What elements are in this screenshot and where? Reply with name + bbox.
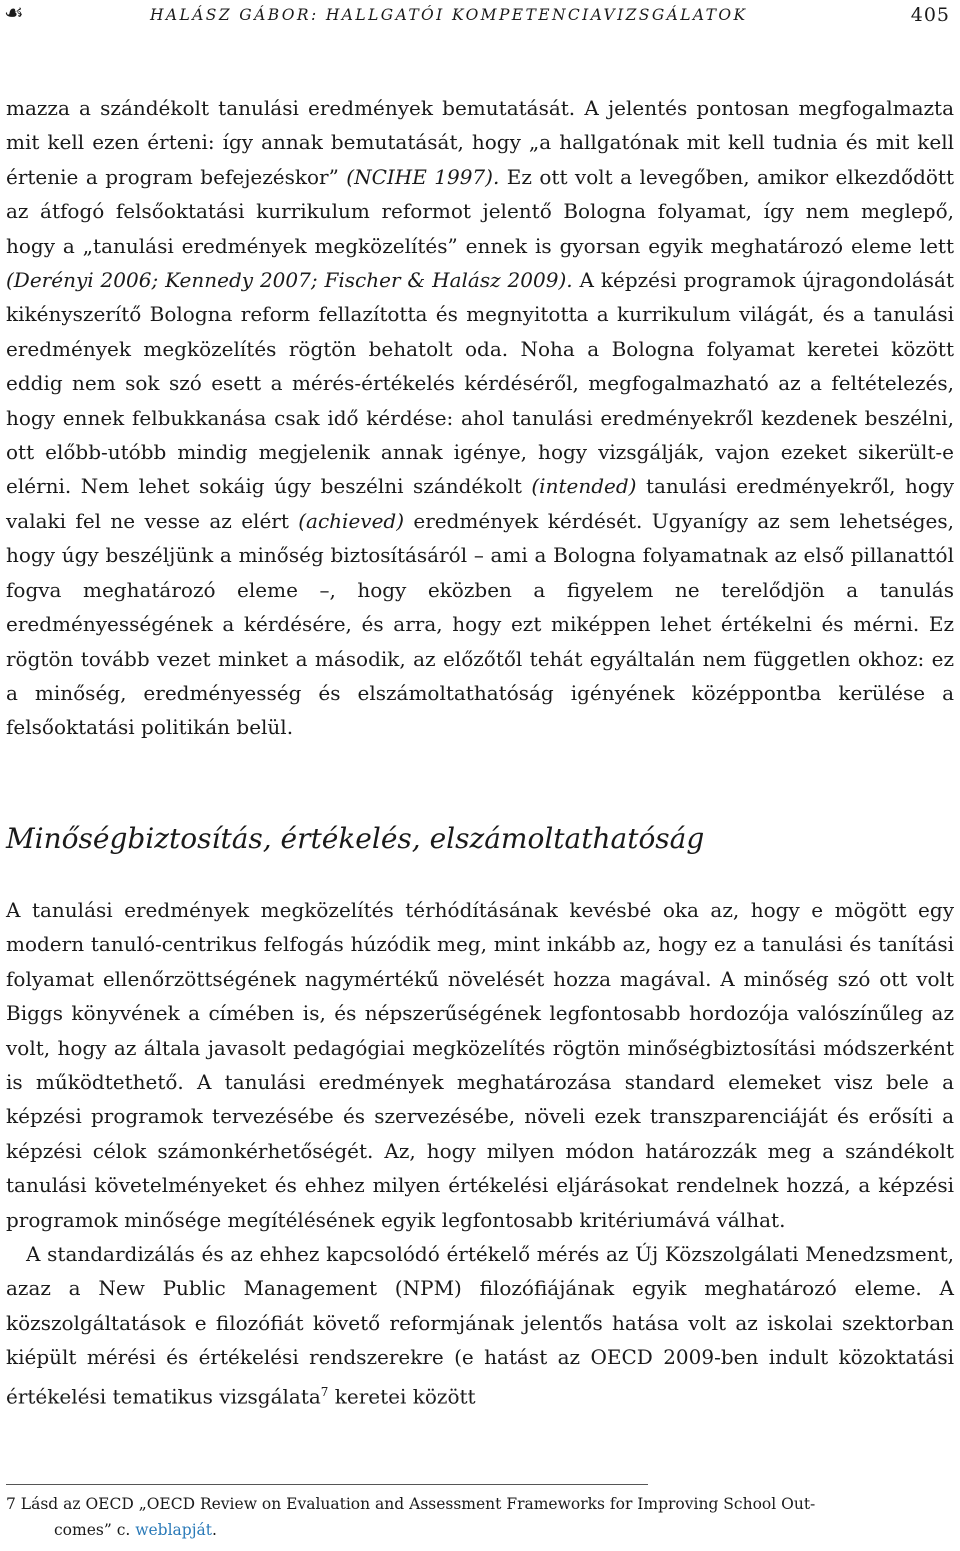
footnote-line-2	[6, 1517, 906, 1543]
citation-ncihe: (NCIHE 1997).	[346, 164, 500, 189]
paragraph-3-text: A standardizálás és az ehhez kapcsolódó értékelő mérés az Új Közszolgálati Menedzsment, azaz a New Public Management (NPM) filozófiájának egyik meghatározó eleme. A közszolgáltatások e filozófiát követő reformjának jelentős hatása volt az iskolai szektorban kiépült mérési és értékelési rendszerekre (e hatást az OECD 2009-ben indult közoktatási értékelési tematikus vizsgálata	[6, 1242, 954, 1409]
footnote-end: .	[212, 1521, 217, 1539]
body-text-upper	[6, 91, 954, 745]
footnote-reference[interactable]: 7	[320, 1384, 329, 1399]
paragraph-3-tail: keretei között	[328, 1384, 476, 1409]
page-number: 405	[910, 4, 950, 26]
footnote-line-2-text: comes” c.	[54, 1521, 136, 1539]
paragraph-2: A tanulási eredmények megközelítés térhódításának kevésbé oka az, hogy e mögött egy modern tanuló-centrikus felfogás húzódik meg, mint inkább az, hogy ez a tanulási és tanítási folyamat ellenőrzöttségének nagymértékű növelését hozza magával. A minőség szó ott volt Biggs könyvének a címében is, és népszerűségének legfontosabb hordozója valószínűleg az volt, hogy az általa javasolt pedagógiai megközelítés rögtön minőségbiztosítási módszerként is működtethető. A tanulási eredmények meghatározása standard elemeket visz bele a képzési programok tervezésébe és szervezésébe, növeli ezek transzparenciáját és erősíti a képzési célok számonkérhetőségét. Az, hogy milyen módon határozzák meg a szándékolt tanulási követelményeket és ehhez milyen értékelési eljárásokat rendelnek hozzá, a képzési programok minősége megítélésének egyik legfontosabb kritériumává válhat.	[6, 898, 954, 1232]
term-achieved: (achieved)	[298, 508, 405, 533]
body-text-lower	[6, 893, 954, 1414]
footnote-line-1: 7 Lásd az OECD „OECD Review on Evaluation and Assessment Frameworks for Improving School Out-	[6, 1495, 816, 1513]
section-heading: Minőségbiztosítás, értékelés, elszámoltathatóság	[6, 822, 705, 855]
paragraph-3	[6, 1237, 954, 1414]
citation-derenyi-kennedy-fischer: (Derényi 2006; Kennedy 2007; Fischer & Halász 2009).	[6, 268, 573, 293]
term-intended: (intended)	[531, 474, 637, 499]
footnote-7	[6, 1491, 906, 1543]
paragraph-1-text-b: Ez ott volt a levegőben, amikor elkezdődött az átfogó felsőoktatási kurrikulum reformot jelentő Bologna folyamat, így nem meglepő, hogy a „tanulási eredmények megközelítés” ennek is gyorsan egyik meghatározó eleme lett	[6, 164, 955, 258]
paragraph-1	[6, 91, 954, 745]
running-title: HALÁSZ GÁBOR: HALLGATÓI KOMPETENCIAVIZSGÁLATOK	[150, 6, 748, 24]
weblap-link[interactable]: weblapját	[135, 1521, 212, 1539]
paragraph-1-text-c: A képzési programok újragondolását kikényszerítő Bologna reform fellazította és megnyitotta a kurrikulum világát, és a tanulási eredmények megközelítés rögtön behatolt oda. Noha a Bologna folyamat keretei között eddig nem sok szó esett a mérés-értékelés kérdéséről, megfogalmazható az a feltételezés, hogy ennek felbukkanása csak idő kérdése: ahol tanulási eredményekről kezdenek beszélni, ott előbb-utóbb mindig megjelenik annak igénye, hogy vizsgálják, vajon ezeket sikerült-e elérni. Nem lehet sokáig úgy beszélni szándékolt	[6, 268, 954, 499]
paragraph-1-text-d: tanulási eredményekről, hogy valaki fel ne vesse az elért	[6, 474, 955, 533]
paragraph-1-text-e: eredmények kérdését. Ugyanígy az sem lehetséges, hogy úgy beszéljünk a minőség biztosításáról – ami a Bologna folyamatnak az első pillanattól fogva meghatározó eleme –, hogy eközben a figyelem ne terelődjön a tanulás eredményességének a kérdésére, és arra, hogy ezt miképpen lehet értékelni és mérni. Ez rögtön tovább vezet minket a második, az előzőtől tehát egyáltalán nem független okhoz: ez a minőség, eredményesség és elszámoltathatóság igényének középpontba kerülése a felsőoktatási politikán belül.	[6, 508, 954, 740]
fleuron-ornament-icon: ☙	[4, 1, 24, 26]
footnote-divider	[6, 1484, 648, 1485]
running-header	[0, 0, 960, 30]
paragraph-1-text-a: mazza a szándékolt tanulási eredmények bemutatását. A jelentés pontosan megfogalmazta mit kell ezen érteni: így annak bemutatását, hogy „a hallgatónak mit kell tudnia és mit kell értenie a program befejezéskor”	[6, 96, 954, 189]
